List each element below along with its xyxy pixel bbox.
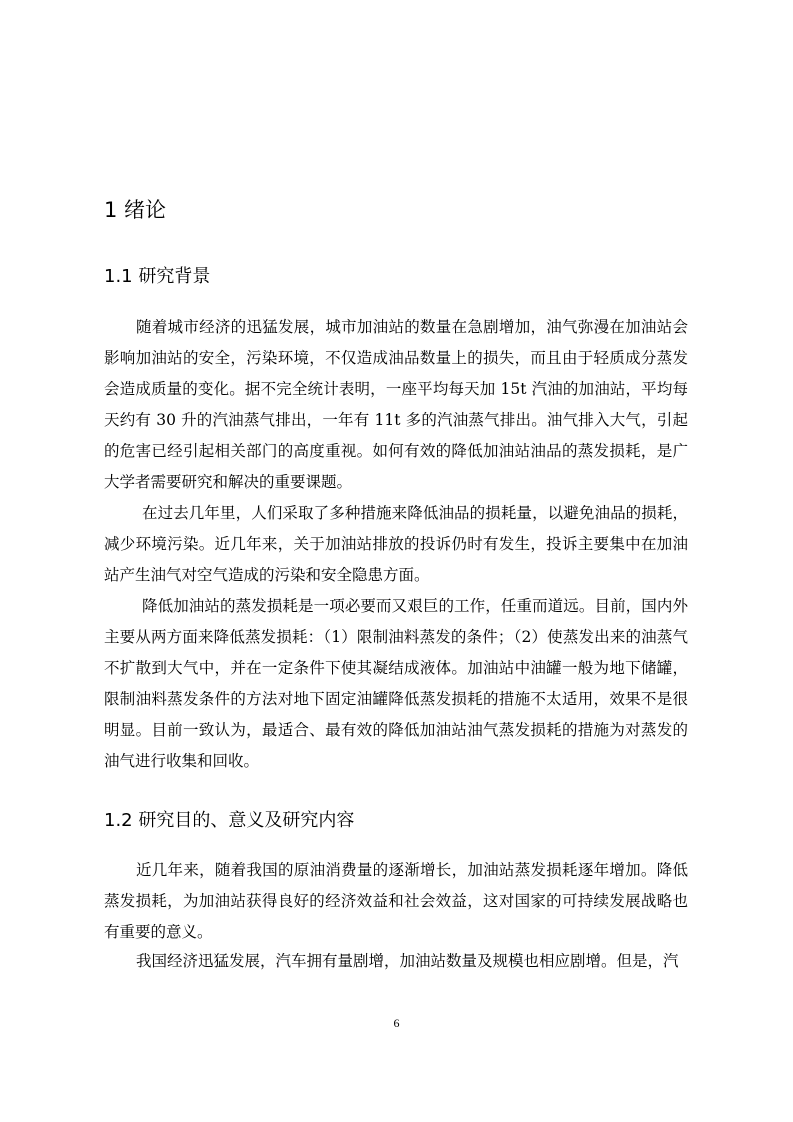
paragraph: 近几年来，随着我国的原油消费量的逐渐增长，加油站蒸发损耗逐年增加。降低蒸发损耗，为加油站获得良好的经济效益和社会效益，这对国家的可持续发展战略也有重要的意义。: [104, 861, 688, 941]
paragraph: 在过去几年里，人们采取了多种措施来降低油品的损耗量，以避免油品的损耗，减少环境污染。近几年来，关于加油站排放的投诉仍时有发生，投诉主要集中在加油站产生油气对空气造成的污染和安全隐患方面。: [104, 504, 688, 584]
page-number: 6: [393, 1016, 400, 1030]
chapter-title: 1 绪论: [104, 198, 167, 222]
section-title-1-1: 1.1 研究背景: [104, 266, 211, 287]
section-title-1-2: 1.2 研究目的、意义及研究内容: [104, 810, 355, 831]
paragraph: 我国经济迅猛发展，汽车拥有量剧增，加油站数量及规模也相应剧增。但是，汽: [136, 952, 679, 970]
paragraph: 降低加油站的蒸发损耗是一项必要而又艰巨的工作，任重而道远。目前，国内外主要从两方面来降低蒸发损耗：（1）限制油料蒸发的条件；（2）使蒸发出来的油蒸气不扩散到大气中，并在一定条件下使其凝结成液体。加油站中油罐一般为地下储罐，限制油料蒸发条件的方法对地下固定油罐降低蒸发损耗的措施不太适用，效果不是很明显。目前一致认为，最适合、最有效的降低加油站油气蒸发损耗的措施为对蒸发的油气进行收集和回收。: [104, 597, 688, 770]
paragraph: 随着城市经济的迅猛发展，城市加油站的数量在急剧增加，油气弥漫在加油站会影响加油站的安全，污染环境，不仅造成油品数量上的损失，而且由于轻质成分蒸发会造成质量的变化。据不完全统计表明，一座平均每天加 15t 汽油的加油站，平均每天约有 30 升的汽油蒸气排出，一年有 11t 多的汽油蒸气排出。油气排入大气，引起的危害已经引起相关部门的高度重视。如何有效的降低加油站油品的蒸发损耗，是广大学者需要研究和解决的重要课题。: [104, 318, 688, 491]
